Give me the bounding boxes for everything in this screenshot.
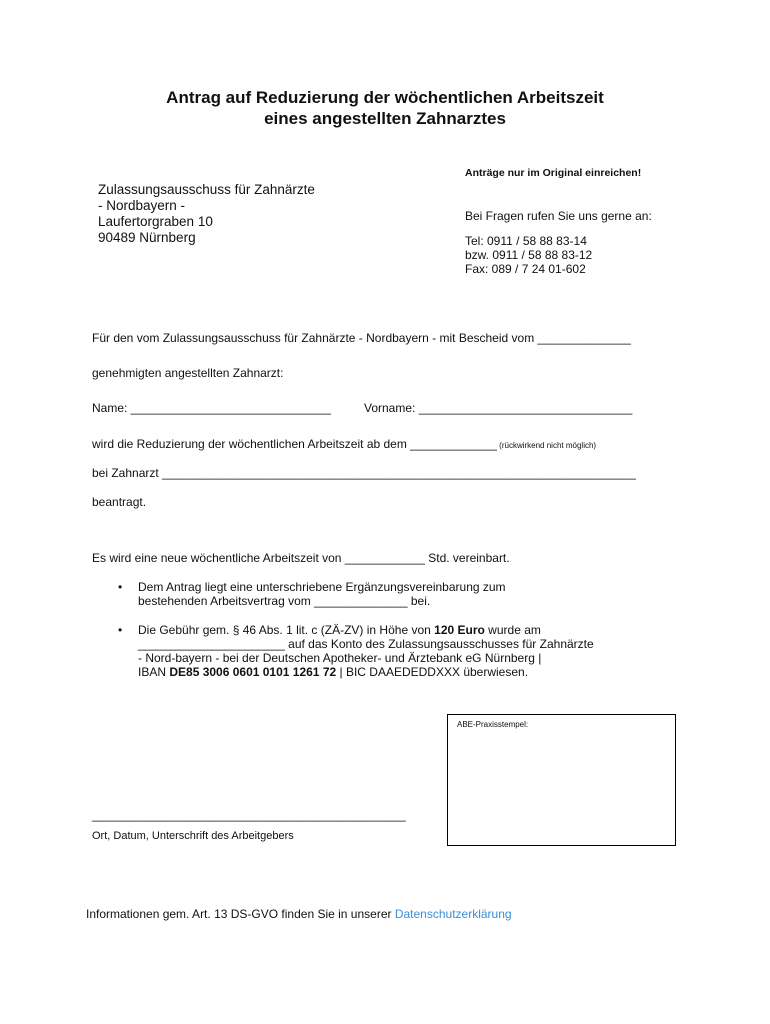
- original-notice: Anträge nur im Original einreichen!: [465, 167, 642, 179]
- reduction-date-field[interactable]: [92, 437, 596, 451]
- fee-payment-text[interactable]: [138, 623, 648, 679]
- fee-suffix: wurde am: [484, 623, 541, 637]
- alt-phone-number: bzw. 0911 / 58 88 83-12: [465, 248, 593, 262]
- fee-line-2: ______________________ auf das Konto des Zulassungsausschusses für Zahnärzte: [138, 637, 594, 651]
- reduction-date-text: wird die Reduzierung der wöchentlichen Arbeitszeit ab dem _____________: [92, 437, 497, 451]
- practice-stamp-box[interactable]: [447, 714, 676, 846]
- fee-line-3: - Nord-bayern - bei der Deutschen Apotheker- und Ärztebank eG Nürnberg |: [138, 651, 542, 665]
- form-title-line-1: Antrag auf Reduzierung der wöchentlichen Arbeitszeit: [166, 88, 604, 107]
- address-line-2: - Nordbayern -: [98, 198, 186, 213]
- vorname-field[interactable]: Vorname: ________________________________: [364, 401, 633, 415]
- phone-number: Tel: 0911 / 58 88 83-14: [465, 234, 587, 248]
- fax-number: Fax: 089 / 7 24 01-602: [465, 262, 586, 276]
- bescheid-date-field[interactable]: Für den vom Zulassungsausschuss für Zahnärzte - Nordbayern - mit Bescheid vom ______________: [92, 331, 631, 345]
- form-title-line-2: eines angestellten Zahnarztes: [264, 109, 506, 128]
- supplement-line-1: Dem Antrag liegt eine unterschriebene Ergänzungsvereinbarung zum: [138, 580, 506, 594]
- privacy-policy-link[interactable]: Datenschutzerklärung: [394, 907, 512, 921]
- fee-line-1: [138, 623, 648, 637]
- dentist-field[interactable]: bei Zahnarzt _______________________________________________________________________: [92, 466, 636, 480]
- address-line-1: Zulassungsausschuss für Zahnärzte: [98, 182, 315, 197]
- retroactive-note: (rückwirkend nicht möglich): [496, 441, 597, 450]
- fee-prefix: Die Gebühr gem. § 46 Abs. 1 lit. c (ZÄ-ZV) in Höhe von: [138, 623, 435, 637]
- address-line-3: Laufertorgraben 10: [98, 214, 213, 229]
- recipient-address: [98, 182, 315, 246]
- applied-label: beantragt.: [92, 495, 147, 509]
- address-line-4: 90489 Nürnberg: [98, 230, 196, 245]
- bullet-icon: •: [118, 623, 123, 637]
- contact-numbers: [465, 234, 755, 276]
- fee-amount: 120 Euro: [434, 623, 485, 637]
- iban-label: IBAN: [138, 665, 170, 679]
- stamp-label: ABE-Praxisstempel:: [457, 720, 529, 729]
- contact-question: Bei Fragen rufen Sie uns gerne an:: [465, 209, 652, 223]
- privacy-footer: [86, 907, 512, 921]
- weekly-hours-field[interactable]: Es wird eine neue wöchentliche Arbeitszeit von ____________ Std. vereinbart.: [92, 551, 510, 565]
- supplement-agreement-text[interactable]: [138, 580, 648, 608]
- fee-line-4: [138, 665, 648, 679]
- signature-caption: Ort, Datum, Unterschrift des Arbeitgebers: [92, 830, 294, 842]
- supplement-line-2: bestehenden Arbeitsvertrag vom ______________ bei.: [138, 594, 431, 608]
- bic-text: | BIC DAAEDEDDXXX überwiesen.: [336, 665, 529, 679]
- privacy-text: Informationen gem. Art. 13 DS-GVO finden Sie in unserer: [86, 907, 395, 921]
- name-field[interactable]: Name: ______________________________: [92, 401, 331, 415]
- approved-dentist-label: genehmigten angestellten Zahnarzt:: [92, 366, 284, 380]
- bullet-icon: •: [118, 580, 123, 594]
- iban-number: DE85 3006 0601 0101 1261 72: [169, 665, 337, 679]
- signature-line[interactable]: _______________________________________________: [92, 808, 406, 822]
